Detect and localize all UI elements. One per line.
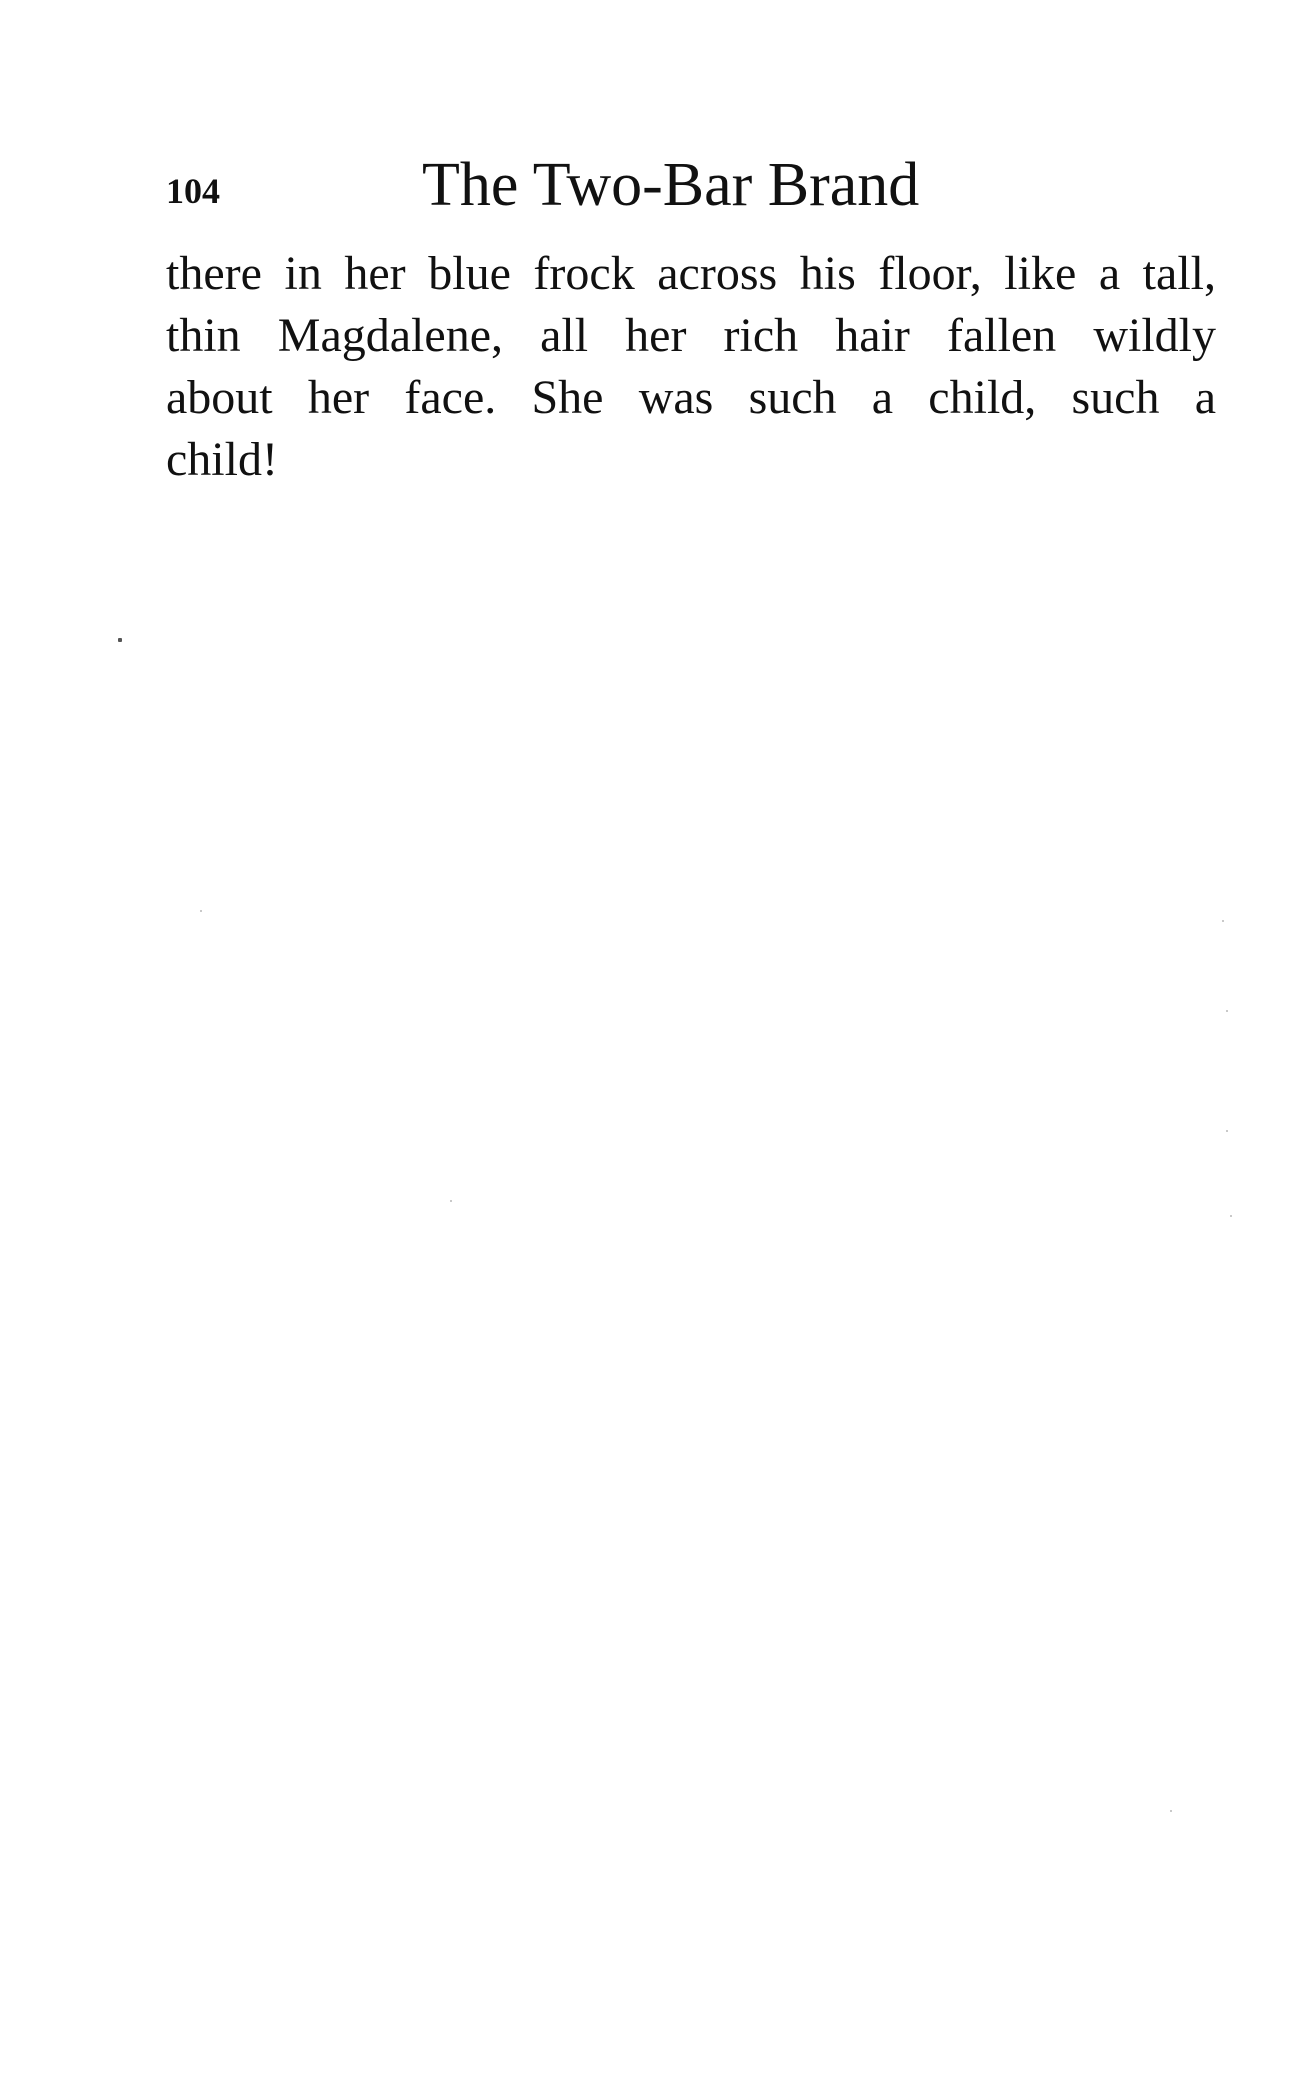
running-title: The Two-Bar Brand: [422, 151, 920, 219]
scan-speck: [1222, 920, 1224, 922]
scan-speck: [1230, 1215, 1232, 1217]
text-line: there in her blue frock across his floor, like a tall,: [166, 247, 1216, 300]
page-number: 104: [166, 171, 220, 211]
scan-speck: [450, 1200, 452, 1202]
body-paragraph: [166, 243, 1216, 491]
text-line: about her face. She was such a child, such a: [166, 371, 1216, 424]
scan-speck: [1226, 1130, 1228, 1132]
running-head: [166, 150, 1216, 220]
scan-speck: [200, 910, 202, 912]
scan-speck: [1226, 1010, 1228, 1012]
text-line: thin Magdalene, all her rich hair fallen wildly: [166, 309, 1216, 362]
text-line: child!: [166, 433, 278, 486]
scan-speck: [118, 638, 122, 642]
scan-speck: [1170, 1810, 1172, 1812]
